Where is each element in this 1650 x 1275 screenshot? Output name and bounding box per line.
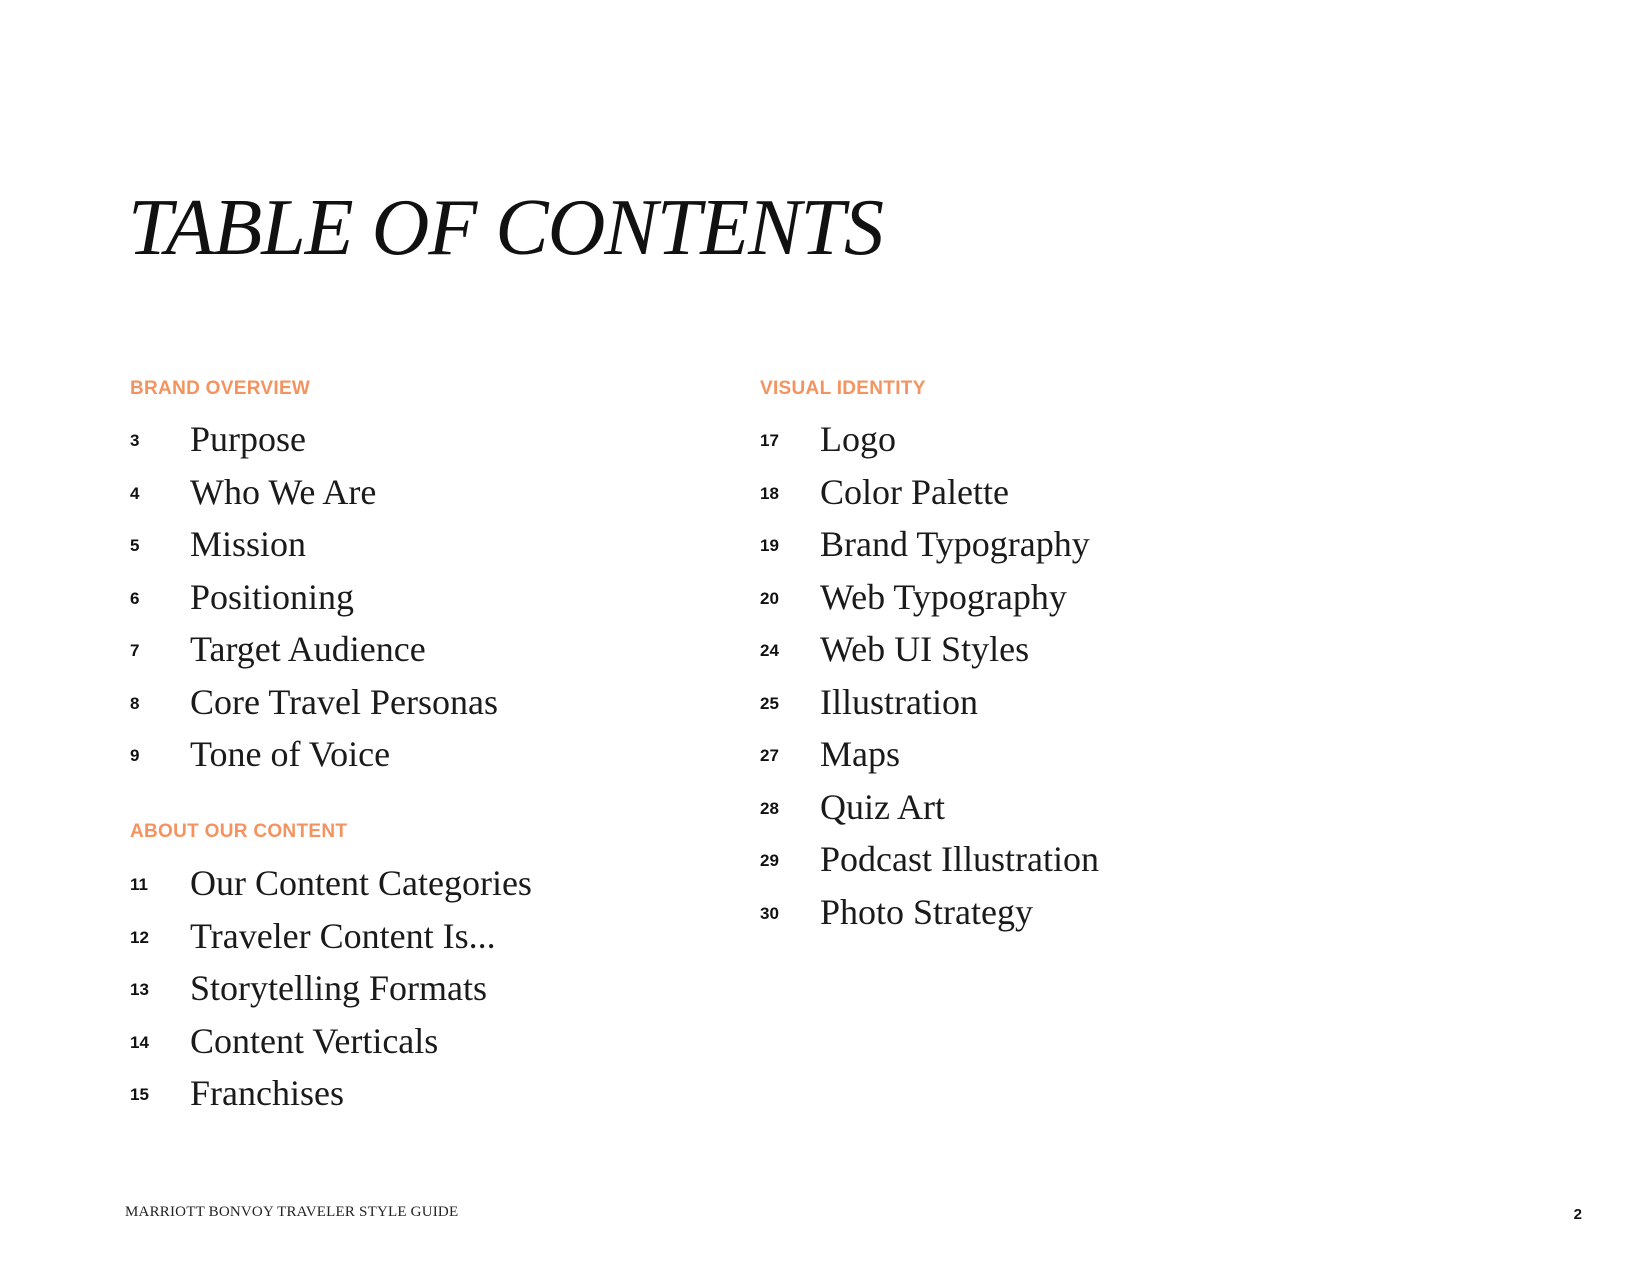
toc-page-number: 28 xyxy=(760,798,779,818)
toc-page-number: 25 xyxy=(760,693,779,713)
toc-entry[interactable] xyxy=(130,413,498,466)
toc-entry-label: Our Content Categories xyxy=(190,863,532,904)
toc-page-number: 30 xyxy=(760,903,779,923)
toc-entry[interactable] xyxy=(760,518,1099,571)
section-heading-brand-overview: BRAND OVERVIEW xyxy=(130,378,311,399)
toc-page-number: 12 xyxy=(130,927,149,947)
toc-page-number: 15 xyxy=(130,1085,149,1105)
toc-entry-label: Content Verticals xyxy=(190,1020,439,1061)
page-title: TABLE OF CONTENTS xyxy=(128,184,883,272)
toc-list-visual-identity xyxy=(760,413,1099,938)
toc-entry-label: Maps xyxy=(820,734,900,775)
toc-entry-label: Purpose xyxy=(190,419,306,460)
toc-page-number: 17 xyxy=(760,431,779,451)
toc-entry-label: Color Palette xyxy=(820,471,1009,512)
toc-entry[interactable] xyxy=(130,466,498,519)
toc-entry[interactable] xyxy=(760,413,1099,466)
toc-entry[interactable] xyxy=(130,857,532,910)
toc-page-number: 7 xyxy=(130,641,140,661)
toc-page-number: 24 xyxy=(760,641,779,661)
toc-entry-label: Illustration xyxy=(820,681,978,722)
toc-page-number: 4 xyxy=(130,483,140,503)
toc-page-number: 5 xyxy=(130,536,140,556)
toc-entry-label: Logo xyxy=(820,419,896,460)
toc-page-number: 29 xyxy=(760,851,779,871)
toc-list-about-our-content xyxy=(130,857,532,1120)
toc-entry[interactable] xyxy=(130,962,532,1015)
toc-page-number: 3 xyxy=(130,431,140,451)
toc-entry[interactable] xyxy=(760,623,1099,676)
toc-page-number: 18 xyxy=(760,483,779,503)
page-number: 2 xyxy=(1573,1206,1582,1223)
toc-entry-label: Traveler Content Is... xyxy=(190,915,496,956)
toc-entry-label: Photo Strategy xyxy=(820,891,1033,932)
toc-entry[interactable] xyxy=(130,1015,532,1068)
toc-page-number: 11 xyxy=(130,875,148,895)
toc-page-number: 8 xyxy=(130,693,140,713)
toc-entry[interactable] xyxy=(760,571,1099,624)
toc-entry[interactable] xyxy=(130,571,498,624)
toc-entry-label: Web UI Styles xyxy=(820,629,1030,670)
section-heading-about-our-content: ABOUT OUR CONTENT xyxy=(130,821,348,842)
toc-entry-label: Podcast Illustration xyxy=(820,839,1099,880)
toc-page-number: 13 xyxy=(130,980,149,1000)
toc-entry[interactable] xyxy=(760,886,1099,939)
toc-page-number: 14 xyxy=(130,1032,149,1052)
toc-page-number: 19 xyxy=(760,536,779,556)
toc-entry-label: Quiz Art xyxy=(820,786,945,827)
toc-entry-label: Target Audience xyxy=(190,629,426,670)
toc-entry[interactable] xyxy=(130,623,498,676)
toc-entry[interactable] xyxy=(760,833,1099,886)
toc-entry[interactable] xyxy=(130,728,498,781)
toc-entry[interactable] xyxy=(760,676,1099,729)
toc-entry-label: Franchises xyxy=(190,1073,344,1114)
toc-entry-label: Positioning xyxy=(190,576,355,617)
toc-entry[interactable] xyxy=(760,781,1099,834)
toc-page-number: 20 xyxy=(760,588,779,608)
toc-entry[interactable] xyxy=(760,728,1099,781)
toc-list-brand-overview xyxy=(130,413,498,781)
toc-entry-label: Storytelling Formats xyxy=(190,968,487,1009)
footer-document-title: MARRIOTT BONVOY TRAVELER STYLE GUIDE xyxy=(125,1204,459,1220)
toc-entry[interactable] xyxy=(130,676,498,729)
toc-page-number: 9 xyxy=(130,746,140,766)
toc-entry-label: Tone of Voice xyxy=(190,734,391,775)
toc-page-number: 27 xyxy=(760,746,779,766)
toc-entry[interactable] xyxy=(130,1067,532,1120)
toc-entry[interactable] xyxy=(130,910,532,963)
toc-page-number: 6 xyxy=(130,588,140,608)
toc-entry-label: Mission xyxy=(190,524,307,565)
toc-entry-label: Brand Typography xyxy=(820,524,1090,565)
section-heading-visual-identity: VISUAL IDENTITY xyxy=(760,378,926,399)
toc-entry[interactable] xyxy=(130,518,498,571)
toc-entry[interactable] xyxy=(760,466,1099,519)
toc-entry-label: Who We Are xyxy=(190,471,377,512)
toc-entry-label: Web Typography xyxy=(820,576,1067,617)
toc-entry-label: Core Travel Personas xyxy=(190,681,498,722)
